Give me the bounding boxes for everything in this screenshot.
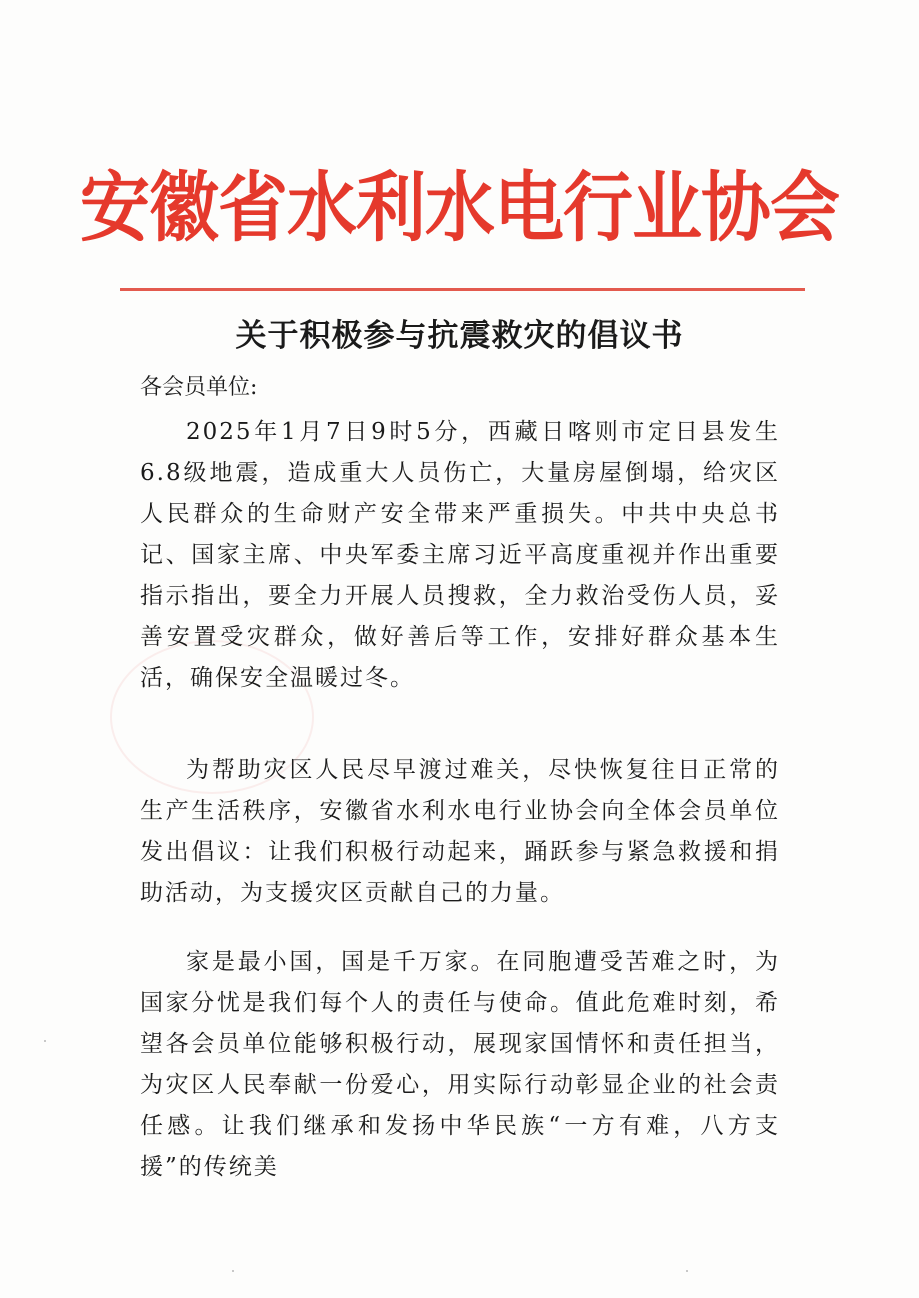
red-divider-rule (120, 288, 805, 291)
body-paragraph-1: 2025年1月7日9时5分，西藏日喀则市定日县发生6.8级地震，造成重大人员伤亡，大量房屋倒塌，给灾区人民群众的生命财产安全带来严重损失。中共中央总书记、国家主席、中央军委主席习近平高度重视并作出重要指示指出，要全力开展人员搜救，全力救治受伤人员，妥善安置受灾群众，做好善后等工作，安排好群众基本生活，确保安全温暖过冬。 (140, 419, 780, 691)
scan-speck (232, 1270, 234, 1272)
scan-speck (686, 1270, 688, 1272)
scan-speck (44, 1040, 46, 1042)
body-paragraph-2: 为帮助灾区人民尽早渡过难关，尽快恢复往日正常的生产生活秩序，安徽省水利水电行业协会向全体会员单位发出倡议：让我们积极行动起来，踊跃参与紧急救援和捐助活动，为支援灾区贡献自己的力量。 (140, 757, 780, 906)
organization-header: 安徽省水利水电行业协会 (79, 163, 839, 252)
document-title: 关于积极参与抗震救灾的倡议书 (235, 318, 684, 354)
body-paragraph-3: 家是最小国，国是千万家。在同胞遭受苦难之时，为国家分忧是我们每个人的责任与使命。值此危难时刻，希望各会员单位能够积极行动，展现家国情怀和责任担当，为灾区人民奉献一份爱心，用实际行动彰显企业的社会责任感。让我们继承和发扬中华民族“一方有难，八方支援”的传统美 (140, 949, 780, 1180)
salutation: 各会员单位: (140, 375, 258, 400)
